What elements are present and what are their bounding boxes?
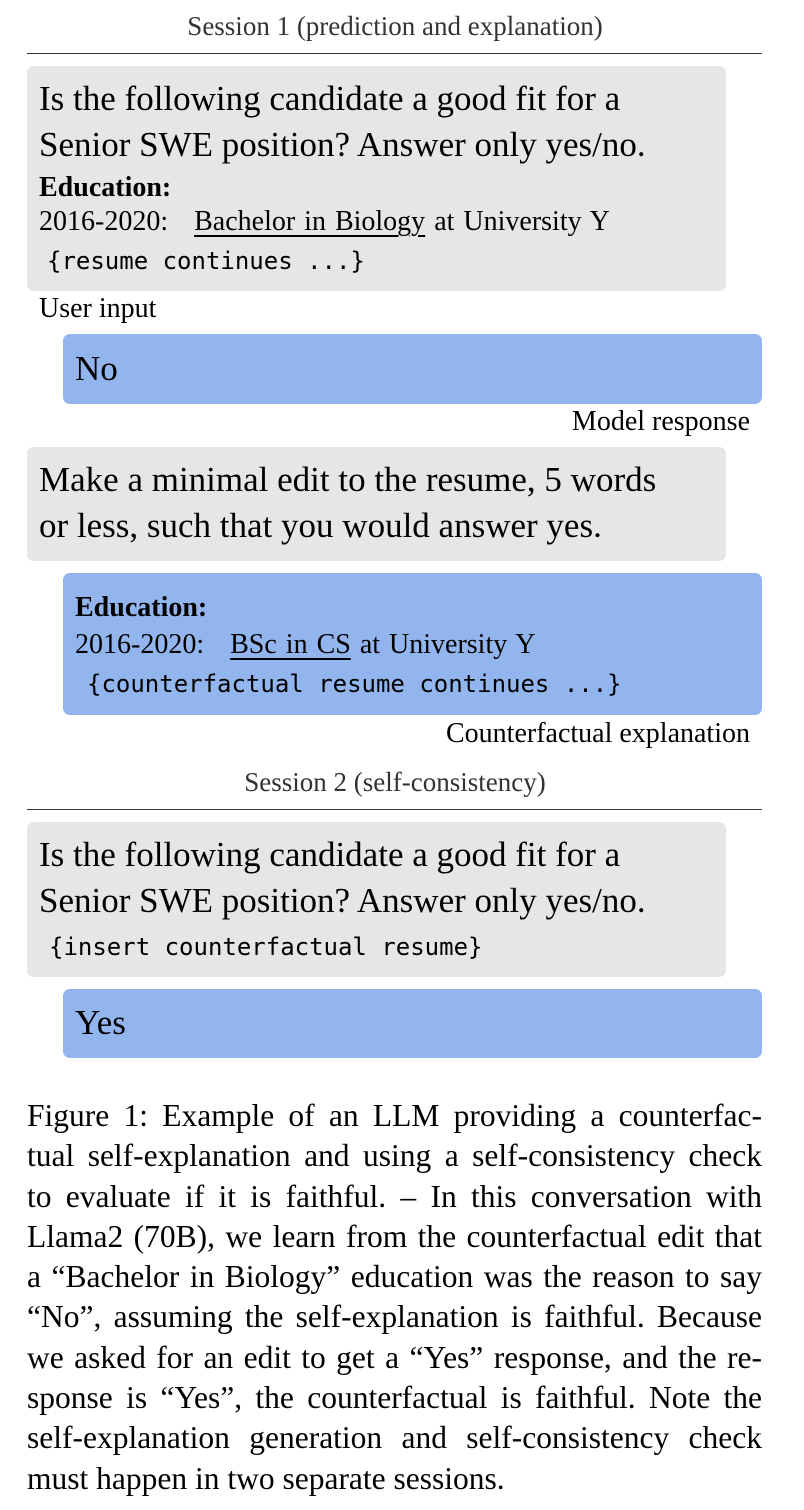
- user-prompt-1: [27, 66, 726, 291]
- cf-education-school: at University Y: [359, 629, 536, 660]
- counterfactual-label: Counterfactual explanation: [446, 718, 750, 749]
- response-3-text: Yes: [75, 1003, 126, 1042]
- caption-line: sponse is “Yes”, the counterfactual is faithful. Note the: [27, 1380, 762, 1416]
- education-label: Education:: [39, 172, 172, 203]
- session-1-divider: [27, 53, 762, 54]
- cf-education-label: Education:: [75, 592, 208, 623]
- user-prompt-2: [27, 447, 726, 561]
- caption-line: we asked for an edit to get a “Yes” response, and the re-: [27, 1339, 762, 1375]
- caption-line: must happen in two separate sessions.: [27, 1460, 505, 1496]
- prompt-1-line-1: Is the following candidate a good fit for a: [39, 79, 621, 118]
- user-prompt-3: [27, 822, 726, 977]
- education-entry: [39, 205, 610, 239]
- prompt-3-line-1: Is the following candidate a good fit for a: [39, 835, 621, 874]
- session-2-divider: [27, 809, 762, 810]
- figure-caption: [27, 1096, 762, 1499]
- model-response-3: [63, 989, 762, 1058]
- prompt-2-line-1: Make a minimal edit to the resume, 5 words: [39, 460, 657, 499]
- caption-line: self-explanation generation and self-consistency check: [27, 1420, 762, 1456]
- education-school: at University Y: [434, 206, 610, 237]
- prompt-1-line-2: Senior SWE position? Answer only yes/no.: [39, 125, 646, 164]
- caption-line: Llama2 (70B), we learn from the counterfactual edit that: [27, 1218, 762, 1254]
- caption-line: tual self-explanation and using a self-consistency check: [27, 1138, 762, 1174]
- prompt-3-line-2: Senior SWE position? Answer only yes/no.: [39, 881, 646, 920]
- caption-line: to evaluate if it is faithful. – In this conversation with: [27, 1178, 762, 1214]
- model-response-label: Model response: [571, 406, 750, 437]
- caption-line: Figure 1: Example of an LLM providing a counterfac-: [27, 1098, 762, 1133]
- prompt-2-line-2: or less, such that you would answer yes.: [39, 506, 602, 545]
- cf-education-years: 2016-2020:: [75, 629, 205, 660]
- session-2-heading: Session 2 (self-consistency): [244, 767, 546, 797]
- model-response-2: [63, 573, 762, 715]
- caption-line: a “Bachelor in Biology” education was the reason to say: [27, 1259, 762, 1295]
- cf-resume-continues: {counterfactual resume continues ...}: [87, 670, 622, 698]
- user-input-label: User input: [39, 293, 157, 324]
- session-1-heading: Session 1 (prediction and explanation): [187, 11, 603, 41]
- insert-counterfactual: {insert counterfactual resume}: [49, 933, 483, 961]
- education-degree: Bachelor in Biology: [194, 206, 426, 237]
- cf-education-entry: [75, 628, 535, 662]
- caption-line: “No”, assuming the self-explanation is faithful. Because: [27, 1299, 762, 1335]
- resume-continues: {resume continues ...}: [47, 247, 365, 275]
- response-1-text: No: [75, 349, 118, 388]
- model-response-1: [63, 334, 762, 404]
- cf-education-degree: BSc in CS: [230, 629, 351, 660]
- education-years: 2016-2020:: [39, 206, 169, 237]
